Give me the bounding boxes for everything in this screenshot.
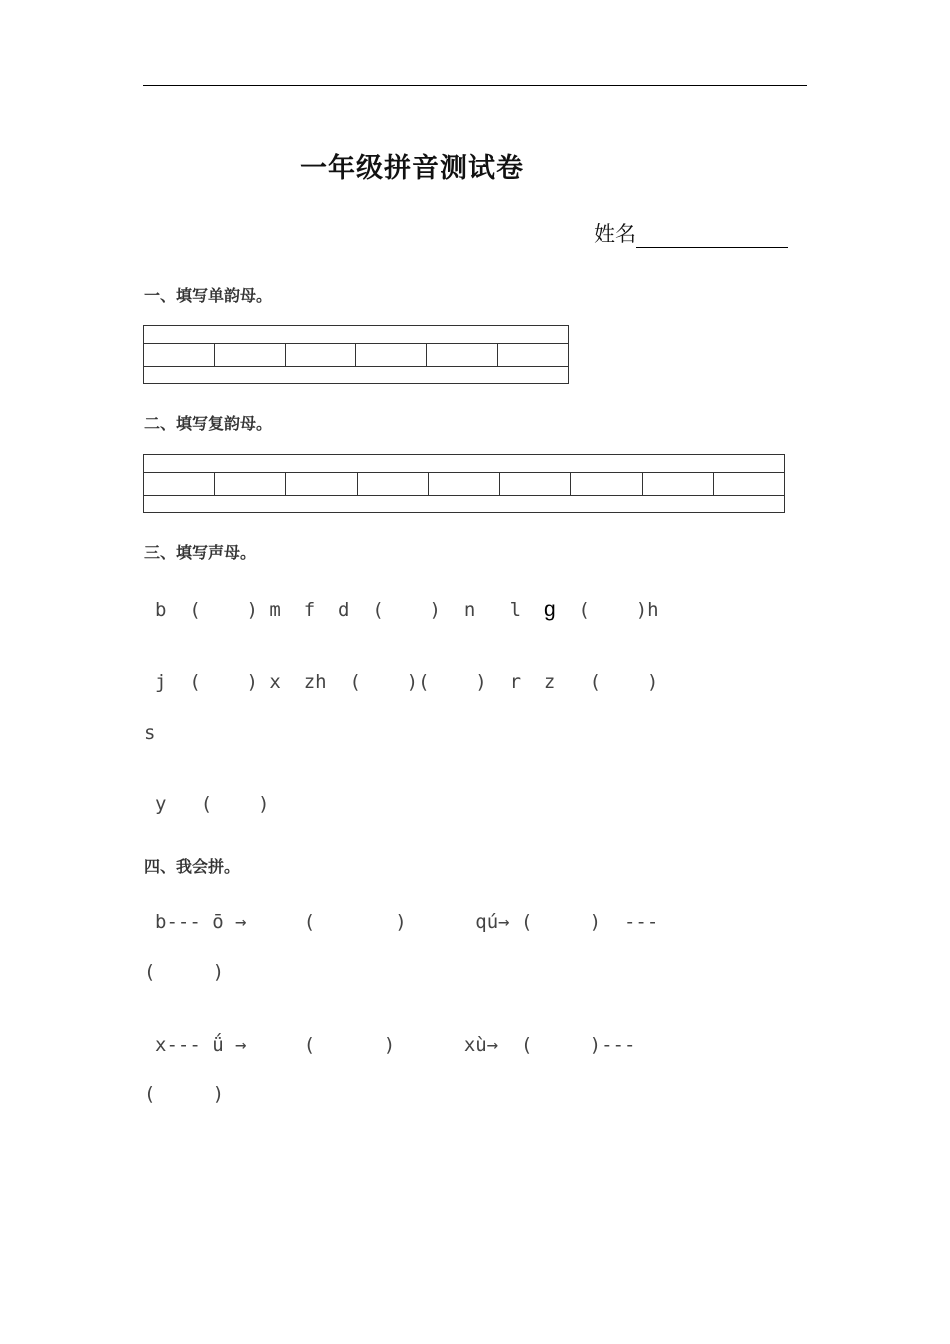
initials-line-1b: ( )h	[555, 599, 659, 621]
section-3-heading: 三、填写声母。	[144, 543, 257, 562]
answer-cell[interactable]	[356, 344, 427, 367]
answer-cell[interactable]	[357, 473, 428, 496]
compound-finals-grid	[143, 454, 785, 513]
answer-cell[interactable]	[500, 473, 571, 496]
initials-line-1a: b ( ) m f d ( ) n l	[155, 599, 544, 621]
answer-cell[interactable]	[144, 473, 215, 496]
initials-line-4: y ( )	[155, 793, 270, 815]
answer-cell[interactable]	[571, 473, 642, 496]
answer-cell[interactable]	[428, 473, 499, 496]
spelling-line-4: ( )	[144, 1083, 225, 1105]
initial-g: g	[543, 598, 556, 621]
section-4-heading: 四、我会拼。	[144, 857, 241, 876]
answer-cell[interactable]	[144, 344, 215, 367]
section-2-heading: 二、填写复韵母。	[144, 414, 273, 433]
initials-line-3: s	[144, 722, 156, 744]
spelling-line-1: b--- ō → ( ) qú→ ( ) ---	[155, 911, 659, 933]
grid-header-row	[144, 455, 785, 473]
name-blank-line[interactable]	[636, 225, 788, 248]
answer-cell[interactable]	[215, 473, 286, 496]
single-finals-grid	[143, 325, 569, 384]
name-label: 姓名	[594, 222, 636, 246]
grid-header-row	[144, 326, 569, 344]
answer-cell[interactable]	[642, 473, 713, 496]
name-field	[594, 218, 788, 248]
section-1-heading: 一、填写单韵母。	[144, 286, 273, 305]
header-rule	[143, 85, 807, 86]
initials-line-1	[155, 598, 659, 622]
answer-cell[interactable]	[427, 344, 498, 367]
spelling-line-3: x--- ǘ → ( ) xù→ ( )---	[155, 1034, 636, 1056]
spelling-line-2: ( )	[144, 961, 225, 983]
grid-footer-row	[144, 496, 785, 513]
answer-cell[interactable]	[285, 344, 356, 367]
page-title: 一年级拼音测试卷	[300, 153, 524, 184]
grid-footer-row	[144, 367, 569, 384]
answer-cell[interactable]	[498, 344, 569, 367]
initials-line-2: j ( ) x zh ( )( ) r z ( )	[155, 671, 659, 693]
answer-cell[interactable]	[286, 473, 357, 496]
answer-cell[interactable]	[713, 473, 784, 496]
answer-cell[interactable]	[214, 344, 285, 367]
